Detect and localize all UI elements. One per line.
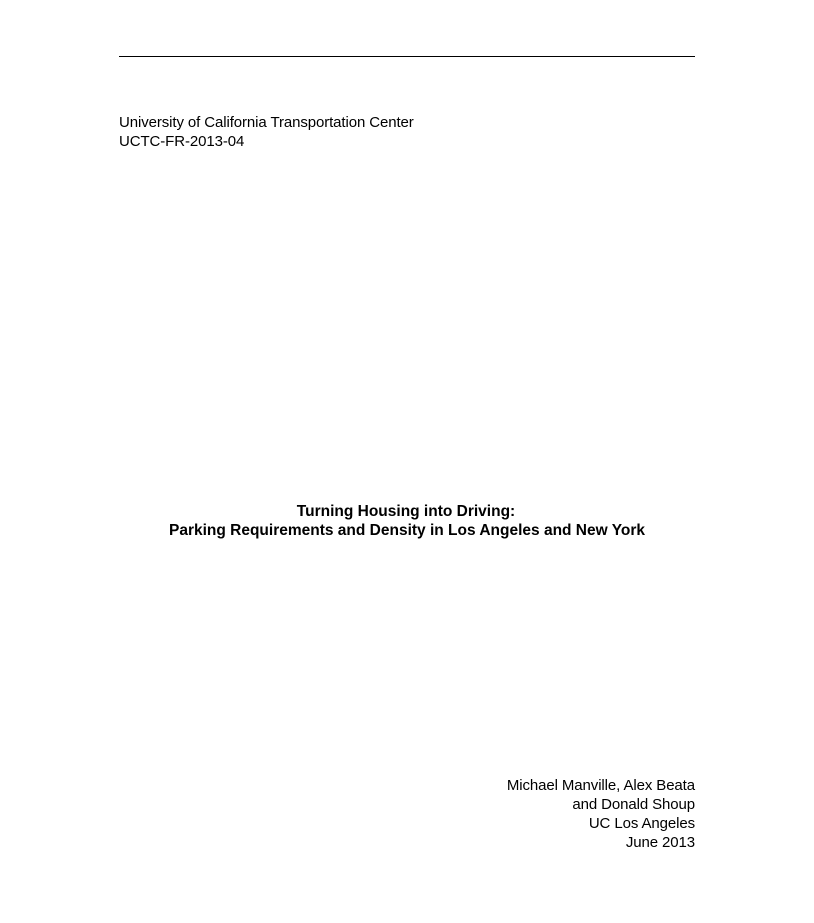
- title-line-2: Parking Requirements and Density in Los Angeles and New York: [168, 522, 646, 539]
- report-title: [0, 502, 814, 540]
- title-line-1: Turning Housing into Driving:: [296, 503, 516, 520]
- institution-block: [119, 113, 414, 151]
- institution-name: University of California Transportation Center: [119, 114, 414, 131]
- top-horizontal-rule: [119, 56, 695, 57]
- report-number: UCTC-FR-2013-04: [119, 133, 245, 150]
- authors-line-1: Michael Manville, Alex Beata: [506, 777, 695, 794]
- authors-line-2: and Donald Shoup: [572, 796, 695, 813]
- affiliation: UC Los Angeles: [588, 815, 695, 832]
- author-block: [507, 776, 695, 852]
- publication-date: June 2013: [625, 834, 695, 851]
